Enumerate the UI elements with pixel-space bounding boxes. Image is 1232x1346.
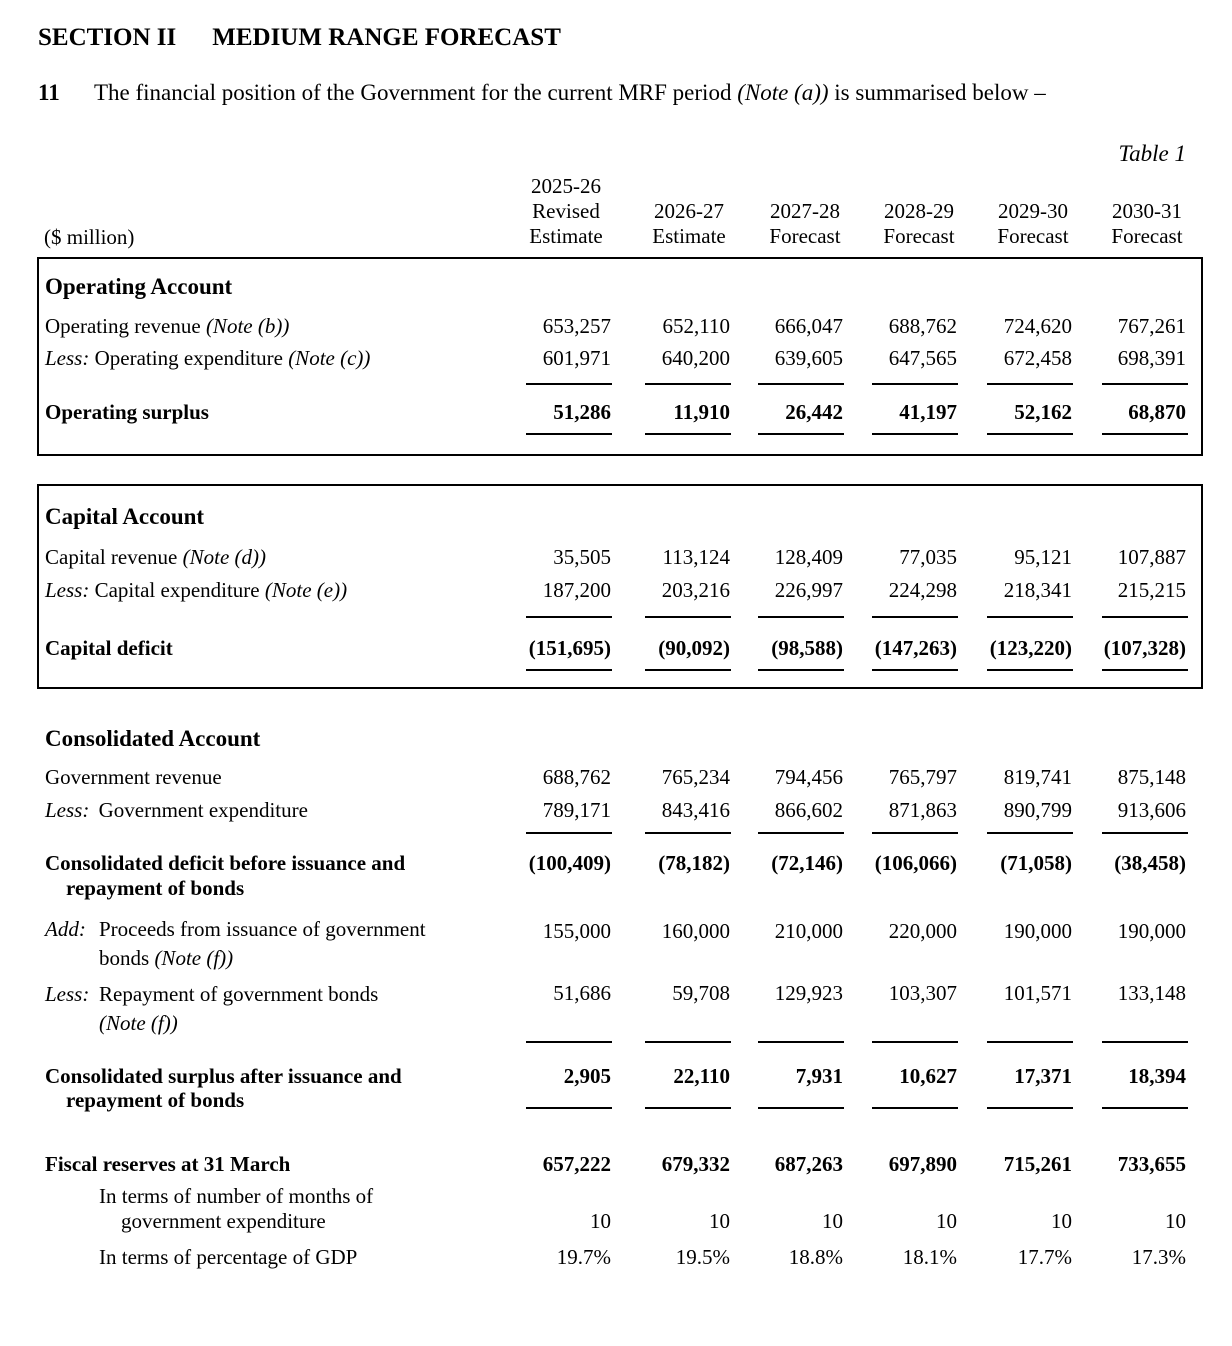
col-header-line: 2028-29 — [884, 199, 954, 223]
cell: 215,215 — [1117, 578, 1186, 602]
cell: 187,200 — [542, 578, 611, 602]
reserves-gdp-label: In terms of percentage of GDP — [99, 1245, 358, 1269]
cell: 639,605 — [774, 346, 843, 370]
operating-account-header: Operating Account — [45, 274, 233, 299]
cell: 22,110 — [673, 1064, 730, 1088]
column-header-2027-28 — [750, 174, 860, 249]
cell: 843,416 — [661, 798, 730, 822]
cell: 789,171 — [542, 798, 611, 822]
column-header-2029-30 — [978, 174, 1088, 249]
cell: 18.1% — [902, 1245, 957, 1269]
cell: (98,588) — [771, 636, 843, 660]
cell: (90,092) — [658, 636, 730, 660]
cell: 10 — [709, 1209, 730, 1233]
consolidated-account-header: Consolidated Account — [45, 726, 261, 751]
capital-account-header: Capital Account — [45, 504, 205, 529]
section-name: MEDIUM RANGE FORECAST — [212, 24, 561, 51]
cell: 160,000 — [661, 919, 730, 943]
column-header-2028-29 — [864, 174, 974, 249]
paragraph-number: 11 — [38, 80, 60, 105]
cell: 10 — [1165, 1209, 1186, 1233]
cell: 866,602 — [774, 798, 843, 822]
cell: 698,391 — [1117, 346, 1186, 370]
cell: 19.7% — [556, 1245, 611, 1269]
consolidated-surplus-label: Consolidated surplus after issuance and repayment of bonds — [45, 1064, 402, 1112]
cell: 51,686 — [553, 981, 611, 1005]
column-header-2025-26 — [511, 174, 621, 249]
cell: (107,328) — [1103, 636, 1186, 660]
col-header-line: Forecast — [769, 224, 841, 248]
cell: (72,146) — [771, 851, 843, 875]
cell: 767,261 — [1117, 314, 1186, 338]
cell: 52,162 — [1014, 400, 1072, 424]
cell: 653,257 — [542, 314, 611, 338]
cell: (106,066) — [874, 851, 957, 875]
cell: 871,863 — [888, 798, 957, 822]
col-header-line: 2026-27 — [654, 199, 724, 223]
capital-expenditure-label: Less: Capital expenditure (Note (e)) — [45, 578, 348, 602]
bond-proceeds-label: Add: Proceeds from issuance of government bonds (Note (f)) — [45, 917, 426, 970]
cell: 68,870 — [1128, 400, 1186, 424]
government-expenditure-label: Less: Government expenditure — [45, 798, 308, 822]
reserves-months-label: In terms of number of months of government expenditure — [99, 1184, 374, 1233]
col-header-line — [634, 174, 744, 199]
cell: 18,394 — [1128, 1064, 1186, 1088]
bond-repayment-label: Less: Repayment of government bonds (Note (f)) — [45, 982, 379, 1035]
fiscal-reserves-label: Fiscal reserves at 31 March — [45, 1152, 291, 1176]
cell: 715,261 — [1003, 1152, 1072, 1176]
intro-paragraph — [38, 80, 1046, 106]
col-header-line: 2027-28 — [770, 199, 840, 223]
cell: 724,620 — [1003, 314, 1072, 338]
cell: 19.5% — [675, 1245, 730, 1269]
cell: 11,910 — [673, 400, 730, 424]
cell: 7,931 — [795, 1064, 843, 1088]
cell: 77,035 — [899, 545, 957, 569]
cell: 10 — [936, 1209, 957, 1233]
cell: 913,606 — [1117, 798, 1186, 822]
cell: 640,200 — [661, 346, 730, 370]
section-number: SECTION II — [38, 24, 177, 51]
col-header-line: 2029-30 — [998, 199, 1068, 223]
cell: 226,997 — [774, 578, 843, 602]
cell: 128,409 — [774, 545, 843, 569]
operating-expenditure-label: Less: Operating expenditure (Note (c)) — [45, 346, 371, 370]
cell: 41,197 — [899, 400, 957, 424]
paragraph-note: (Note (a)) — [737, 80, 829, 105]
cell: 59,708 — [672, 981, 730, 1005]
cell: 697,890 — [888, 1152, 957, 1176]
capital-revenue-label: Capital revenue (Note (d)) — [45, 545, 266, 569]
table-label: Table 1 — [1118, 141, 1186, 166]
cell: 652,110 — [662, 314, 730, 338]
column-header-2030-31 — [1092, 174, 1202, 249]
cell: 190,000 — [1117, 919, 1186, 943]
column-header-2026-27 — [634, 174, 744, 249]
cell: 2,905 — [563, 1064, 611, 1088]
cell: 687,263 — [774, 1152, 843, 1176]
cell: 666,047 — [774, 314, 843, 338]
cell: 10 — [590, 1209, 611, 1233]
cell: (78,182) — [658, 851, 730, 875]
cell: 26,442 — [785, 400, 843, 424]
cell: 103,307 — [888, 981, 957, 1005]
cell: 647,565 — [888, 346, 957, 370]
col-header-line: Estimate — [652, 224, 726, 248]
cell: 688,762 — [542, 765, 611, 789]
cell: 672,458 — [1003, 346, 1072, 370]
cell: 601,971 — [542, 346, 611, 370]
col-header-line — [1092, 174, 1202, 199]
cell: 95,121 — [1014, 545, 1072, 569]
cell: 155,000 — [542, 919, 611, 943]
cell: 819,741 — [1003, 765, 1072, 789]
cell: 765,234 — [661, 765, 730, 789]
operating-revenue-label: Operating revenue (Note (b)) — [45, 314, 290, 338]
cell: (151,695) — [528, 636, 611, 660]
cell: 679,332 — [661, 1152, 730, 1176]
unit-label: ($ million) — [44, 225, 135, 249]
cell: (38,458) — [1114, 851, 1186, 875]
col-header-line — [864, 174, 974, 199]
cell: 10,627 — [899, 1064, 957, 1088]
cell: 203,216 — [661, 578, 730, 602]
cell: 113,124 — [662, 545, 730, 569]
cell: 129,923 — [774, 981, 843, 1005]
cell: (100,409) — [528, 851, 611, 875]
cell: 17.3% — [1131, 1245, 1186, 1269]
cell: 224,298 — [888, 578, 957, 602]
col-header-line: Estimate — [529, 224, 603, 248]
cell: (147,263) — [874, 636, 957, 660]
cell: 17.7% — [1017, 1245, 1072, 1269]
cell: 133,148 — [1117, 981, 1186, 1005]
cell: 107,887 — [1117, 545, 1186, 569]
section-title — [38, 24, 561, 52]
cell: 688,762 — [888, 314, 957, 338]
col-header-line — [750, 174, 860, 199]
cell: 190,000 — [1003, 919, 1072, 943]
consolidated-deficit-label: Consolidated deficit before issuance and repayment of bonds — [45, 851, 406, 900]
paragraph-text: The financial position of the Government for the current MRF period — [94, 80, 738, 105]
cell: 220,000 — [888, 919, 957, 943]
cell: 10 — [1051, 1209, 1072, 1233]
cell: (123,220) — [989, 636, 1072, 660]
operating-surplus-label: Operating surplus — [45, 400, 209, 424]
cell: 657,222 — [542, 1152, 611, 1176]
cell: 765,797 — [888, 765, 957, 789]
cell: (71,058) — [1000, 851, 1072, 875]
cell: 218,341 — [1003, 578, 1072, 602]
col-header-line: 2025-26 — [531, 174, 601, 198]
col-header-line: Forecast — [1111, 224, 1183, 248]
cell: 733,655 — [1117, 1152, 1186, 1176]
cell: 101,571 — [1003, 981, 1072, 1005]
col-header-line: Forecast — [997, 224, 1069, 248]
col-header-line — [978, 174, 1088, 199]
cell: 35,505 — [553, 545, 611, 569]
government-revenue-label: Government revenue — [45, 765, 222, 789]
cell: 210,000 — [774, 919, 843, 943]
cell: 17,371 — [1014, 1064, 1072, 1088]
cell: 875,148 — [1117, 765, 1186, 789]
cell: 794,456 — [774, 765, 843, 789]
cell: 890,799 — [1003, 798, 1072, 822]
col-header-line: 2030-31 — [1112, 199, 1182, 223]
col-header-line: Forecast — [883, 224, 955, 248]
col-header-line: Revised — [532, 199, 600, 223]
cell: 51,286 — [553, 400, 611, 424]
cell: 18.8% — [788, 1245, 843, 1269]
cell: 10 — [822, 1209, 843, 1233]
paragraph-text-end: is summarised below – — [828, 80, 1046, 105]
capital-deficit-label: Capital deficit — [45, 636, 173, 660]
